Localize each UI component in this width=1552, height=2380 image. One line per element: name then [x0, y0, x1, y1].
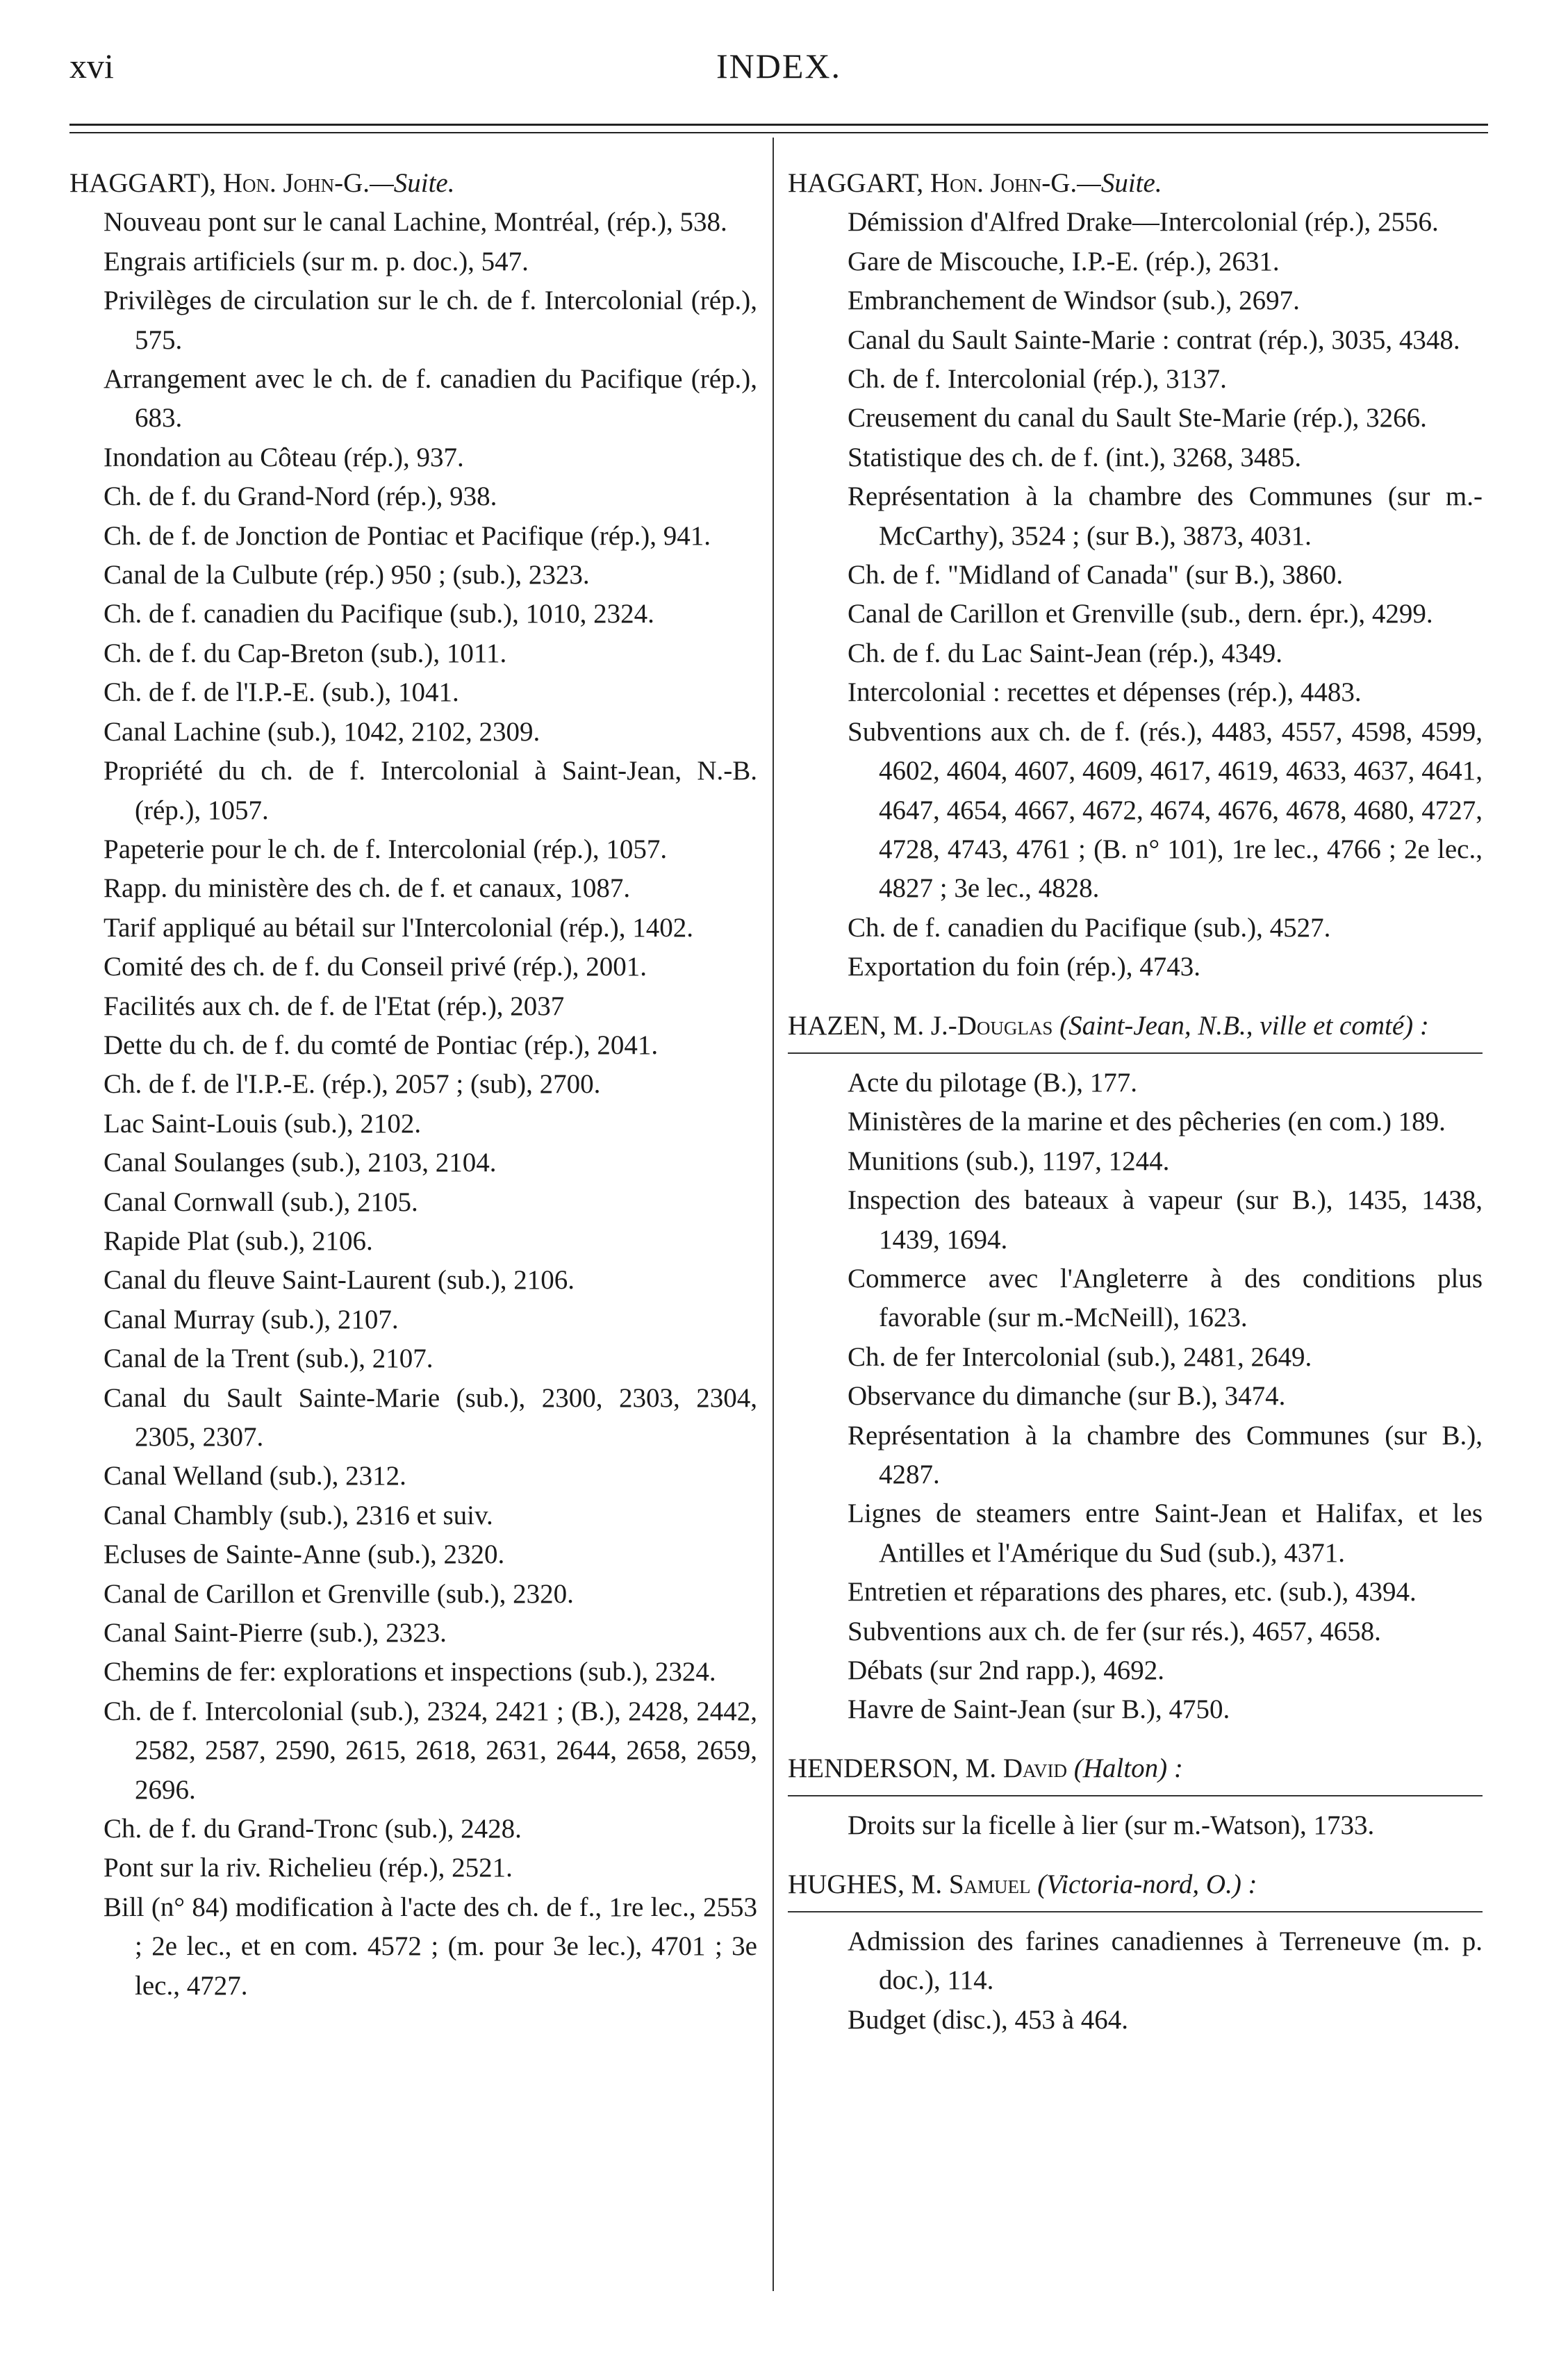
index-entry: Arrangement avec le ch. de f. canadien du Pacifique (rép.), 683.: [104, 364, 757, 433]
person-heading: [788, 1007, 1483, 1054]
person-block: [788, 164, 1483, 987]
index-entry: Engrais artificiels (sur m. p. doc.), 547.: [104, 246, 529, 276]
person-heading: [788, 1749, 1483, 1796]
person-honorific: Hon. John-G.: [930, 168, 1078, 198]
index-entry: Comité des ch. de f. du Conseil privé (rép.), 2001.: [104, 952, 647, 982]
index-entry: Canal de la Culbute (rép.) 950 ; (sub.), 2323.: [104, 560, 590, 590]
index-entry: Ch. de f. du Grand-Tronc (sub.), 2428.: [104, 1814, 522, 1844]
left-column: [69, 164, 757, 2006]
person-block: [788, 1749, 1483, 1846]
index-entry: Ch. de f. du Grand-Nord (rép.), 938.: [104, 481, 497, 512]
right-column: [788, 164, 1483, 2040]
index-entry: Ch. de f. "Midland of Canada" (sur B.), 3860.: [848, 560, 1344, 590]
index-entry: Pont sur la riv. Richelieu (rép.), 2521.: [104, 1853, 513, 1883]
index-entry: Canal Soulanges (sub.), 2103, 2104.: [104, 1148, 497, 1178]
person-honorific: M. David: [965, 1753, 1068, 1783]
index-entry: Ch. de f. du Lac Saint-Jean (rép.), 4349.: [848, 638, 1282, 668]
page-number: xvi: [69, 47, 114, 85]
index-entry: Canal de Carillon et Grenville (sub., dern. épr.), 4299.: [848, 599, 1433, 629]
header-rule-top: [69, 124, 1488, 126]
index-entry: Canal Murray (sub.), 2107.: [104, 1304, 399, 1334]
person-heading: [788, 164, 1483, 203]
index-entry: Creusement du canal du Sault Ste-Marie (rép.), 3266.: [848, 403, 1427, 433]
index-entry: Commerce avec l'Angleterre à des conditions plus favorable (sur m.-McNeill), 1623.: [848, 1263, 1483, 1333]
index-entry: Canal du fleuve Saint-Laurent (sub.), 2106.: [104, 1265, 575, 1296]
index-entry: Propriété du ch. de f. Intercolonial à Saint-Jean, N.-B. (rép.), 1057.: [104, 756, 757, 825]
index-entry: Ch. de f. canadien du Pacifique (sub.), 4527.: [848, 912, 1331, 943]
index-entry: Dette du ch. de f. du comté de Pontiac (rép.), 2041.: [104, 1030, 659, 1060]
person-name: HUGHES,: [788, 1869, 911, 1899]
index-entry: Ecluses de Sainte-Anne (sub.), 2320.: [104, 1539, 505, 1570]
index-entry: Embranchement de Windsor (sub.), 2697.: [848, 286, 1300, 316]
index-entry: Canal du Sault Sainte-Marie : contrat (rép.), 3035, 4348.: [848, 324, 1460, 355]
index-entry: Facilités aux ch. de f. de l'Etat (rép.), 2037: [104, 991, 565, 1021]
person-honorific: M. J.-Douglas: [893, 1010, 1053, 1041]
entry-list: [788, 1806, 1483, 1845]
person-heading: [69, 164, 757, 203]
index-entry: Lac Saint-Louis (sub.), 2102.: [104, 1108, 422, 1139]
index-entry: Représentation à la chambre des Communes (sur B.), 4287.: [848, 1420, 1483, 1489]
index-entry: Canal Cornwall (sub.), 2105.: [104, 1187, 418, 1217]
index-entry: Acte du pilotage (B.), 177.: [848, 1067, 1137, 1098]
person-block: [788, 1007, 1483, 1730]
index-entry: Papeterie pour le ch. de f. Intercolonial (rép.), 1057.: [104, 834, 668, 864]
index-entry: Gare de Miscouche, I.P.-E. (rép.), 2631.: [848, 246, 1280, 276]
index-entry: Démission d'Alfred Drake—Intercolonial (rép.), 2556.: [848, 207, 1439, 238]
index-entry: Ch. de f. canadien du Pacifique (sub.), 1010, 2324.: [104, 599, 654, 629]
page-title: INDEX.: [716, 47, 842, 85]
person-name: HAGGART),: [69, 168, 223, 198]
index-entry: Subventions aux ch. de fer (sur rés.), 4657, 4658.: [848, 1616, 1381, 1646]
index-entry: Observance du dimanche (sur B.), 3474.: [848, 1381, 1286, 1412]
person-block: [788, 1865, 1483, 2040]
entry-list: [69, 203, 757, 2006]
entry-list: [788, 203, 1483, 986]
page-header: [69, 46, 1488, 94]
person-suite: —Suite.: [1077, 168, 1162, 198]
index-entry: Inondation au Côteau (rép.), 937.: [104, 442, 464, 472]
index-entry: Canal du Sault Sainte-Marie (sub.), 2300, 2303, 2304, 2305, 2307.: [104, 1382, 757, 1452]
index-entry: Admission des farines canadiennes à Terreneuve (m. p. doc.), 114.: [848, 1926, 1483, 1996]
index-entry: Rapp. du ministère des ch. de f. et canaux, 1087.: [104, 873, 631, 904]
index-entry: Droits sur la ficelle à lier (sur m.-Watson), 1733.: [848, 1810, 1375, 1841]
index-entry: Budget (disc.), 453 à 464.: [848, 2004, 1129, 2035]
index-entry: Ch. de f. de l'I.P.-E. (sub.), 1041.: [104, 677, 459, 708]
index-entry: Ch. de f. de l'I.P.-E. (rép.), 2057 ; (sub), 2700.: [104, 1069, 601, 1100]
entry-list: [788, 1922, 1483, 2040]
index-entry: Entretien et réparations des phares, etc. (sub.), 4394.: [848, 1577, 1417, 1608]
index-entry: Représentation à la chambre des Communes (sur m.-McCarthy), 3524 ; (sur B.), 3873, 4031.: [848, 481, 1483, 551]
index-entry: Ch. de f. Intercolonial (sub.), 2324, 2421 ; (B.), 2428, 2442, 2582, 2587, 2590, 2615, 2618, 2631, 2644, 2658, 2659, 2696.: [104, 1696, 757, 1805]
index-entry: Tarif appliqué au bétail sur l'Intercolonial (rép.), 1402.: [104, 912, 693, 943]
index-entry: Privilèges de circulation sur le ch. de f. Intercolonial (rép.), 575.: [104, 286, 757, 355]
index-entry: Canal de Carillon et Grenville (sub.), 2320.: [104, 1578, 574, 1609]
index-entry: Bill (n° 84) modification à l'acte des ch. de f., 1re lec., 2553 ; 2e lec., et en com. 4572 ; (m. pour 3e lec.), 4701 ; 3e lec., 4727.: [104, 1892, 757, 2001]
index-entry: Lignes de steamers entre Saint-Jean et Halifax, et les Antilles et l'Amérique du Sud (sub.), 4371.: [848, 1498, 1483, 1568]
index-entry: Canal Welland (sub.), 2312.: [104, 1461, 406, 1491]
index-entry: Inspection des bateaux à vapeur (sur B.), 1435, 1438, 1439, 1694.: [848, 1185, 1483, 1255]
index-entry: Ch. de fer Intercolonial (sub.), 2481, 2649.: [848, 1341, 1312, 1372]
person-constituency: (Halton) :: [1067, 1753, 1183, 1783]
index-entry: Subventions aux ch. de f. (rés.), 4483, 4557, 4598, 4599, 4602, 4604, 4607, 4609, 4617, 4619, 4633, 4637, 4641, 4647, 4654, 4667, 4672, 4674, 4676, 4678, 4680, 4727, 4728, 4743, 4761 ; (B. n° 101), 1re lec., 4766 ; 2e lec., 4827 ; 3e lec., 4828.: [848, 716, 1483, 904]
index-entry: Rapide Plat (sub.), 2106.: [104, 1225, 373, 1256]
index-entry: Canal Saint-Pierre (sub.), 2323.: [104, 1618, 447, 1648]
person-name: HENDERSON,: [788, 1753, 966, 1783]
index-entry: Chemins de fer: explorations et inspections (sub.), 2324.: [104, 1657, 716, 1687]
person-block: [69, 164, 757, 2006]
index-entry: Canal Lachine (sub.), 1042, 2102, 2309.: [104, 716, 540, 747]
person-heading: [788, 1865, 1483, 1912]
header-rule-bottom: [69, 132, 1488, 133]
index-entry: Ch. de f. Intercolonial (rép.), 3137.: [848, 364, 1227, 395]
index-entry: Débats (sur 2nd rapp.), 4692.: [848, 1655, 1164, 1686]
person-constituency: (Saint-Jean, N.B., ville et comté) :: [1052, 1010, 1429, 1041]
person-name: HAZEN,: [788, 1010, 893, 1041]
entry-list: [788, 1064, 1483, 1730]
index-entry: Ministères de la marine et des pêcheries (en com.) 189.: [848, 1107, 1446, 1137]
index-entry: Nouveau pont sur le canal Lachine, Montréal, (rép.), 538.: [104, 207, 727, 238]
person-name: HAGGART,: [788, 168, 930, 198]
index-entry: Ch. de f. du Cap-Breton (sub.), 1011.: [104, 638, 507, 668]
index-entry: Munitions (sub.), 1197, 1244.: [848, 1146, 1170, 1176]
index-entry: Havre de Saint-Jean (sur B.), 4750.: [848, 1694, 1230, 1725]
index-entry: Exportation du foin (rép.), 4743.: [848, 952, 1200, 982]
person-suite: —Suite.: [370, 168, 455, 198]
index-entry: Ch. de f. de Jonction de Pontiac et Pacifique (rép.), 941.: [104, 520, 711, 551]
index-entry: Canal Chambly (sub.), 2316 et suiv.: [104, 1500, 493, 1530]
index-entry: Intercolonial : recettes et dépenses (rép.), 4483.: [848, 677, 1362, 708]
column-divider: [773, 138, 774, 2291]
index-entry: Statistique des ch. de f. (int.), 3268, 3485.: [848, 442, 1302, 472]
person-constituency: (Victoria-nord, O.) :: [1030, 1869, 1257, 1899]
person-honorific: M. Samuel: [911, 1869, 1031, 1899]
index-entry: Canal de la Trent (sub.), 2107.: [104, 1344, 434, 1374]
person-honorific: Hon. John-G.: [222, 168, 370, 198]
